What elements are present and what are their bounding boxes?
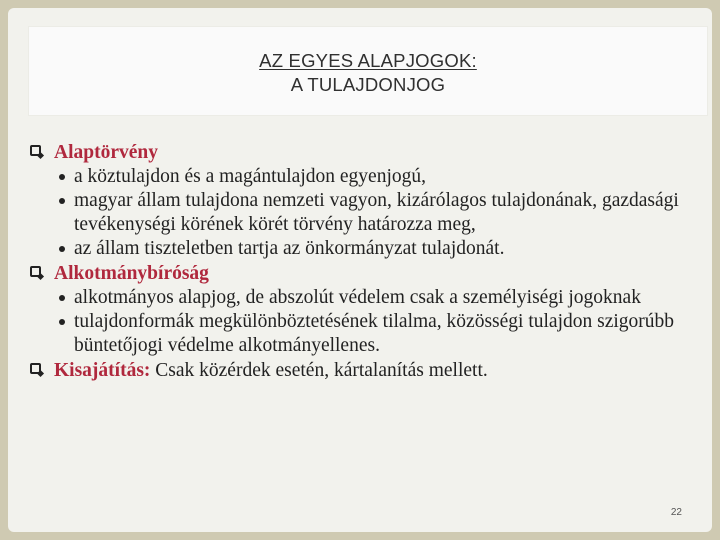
heading-text: Kisajátítás: <box>54 360 151 381</box>
list-item-text: a köztulajdon és a magántulajdon egyenjogú, <box>74 166 426 187</box>
bullet-dot-icon <box>59 246 65 252</box>
bullet-dot-icon <box>59 174 65 180</box>
list-item-text: alkotmányos alapjog, de abszolút védelem csak a személyiségi jogoknak <box>74 287 641 308</box>
page-number: 22 <box>670 507 682 518</box>
bullet-dot-icon <box>59 319 65 325</box>
section-heading-alaptorveny <box>30 140 708 165</box>
slide <box>8 8 712 532</box>
heading-text: Alaptörvény <box>54 142 158 163</box>
list-item-text: az állam tiszteletben tartja az önkormányzat tulajdonát. <box>74 238 505 259</box>
list-item <box>30 310 708 358</box>
title-box <box>28 26 708 116</box>
title-line-2: A TULAJDONJOG <box>290 74 446 95</box>
slide-title <box>29 49 707 97</box>
section-heading-kisajatitas <box>30 358 708 383</box>
checkbox-square-icon <box>30 145 41 156</box>
section-heading-alkotmanybirosag <box>30 261 708 286</box>
bullet-dot-icon <box>59 198 65 204</box>
list-item-text: magyar állam tulajdona nemzeti vagyon, kizárólagos tulajdonának, gazdasági tevékenységi körének körét törvény határozza meg, <box>74 190 679 235</box>
list-item <box>30 165 708 189</box>
heading-body-text: Csak közérdek esetén, kártalanítás mellett. <box>150 360 488 381</box>
bullet-dot-icon <box>59 295 65 301</box>
list-item <box>30 189 708 237</box>
title-line-1: AZ EGYES ALAPJOGOK: <box>259 50 477 71</box>
list-item <box>30 237 708 261</box>
checkbox-square-icon <box>30 363 41 374</box>
list-item <box>30 286 708 310</box>
heading-text: Alkotmánybíróság <box>54 263 209 284</box>
checkbox-square-icon <box>30 266 41 277</box>
slide-body <box>30 140 708 383</box>
list-item-text: tulajdonformák megkülönböztetésének tilalma, közösségi tulajdon szigorúbb büntetőjogi védelme alkotmányellenes. <box>74 311 675 356</box>
